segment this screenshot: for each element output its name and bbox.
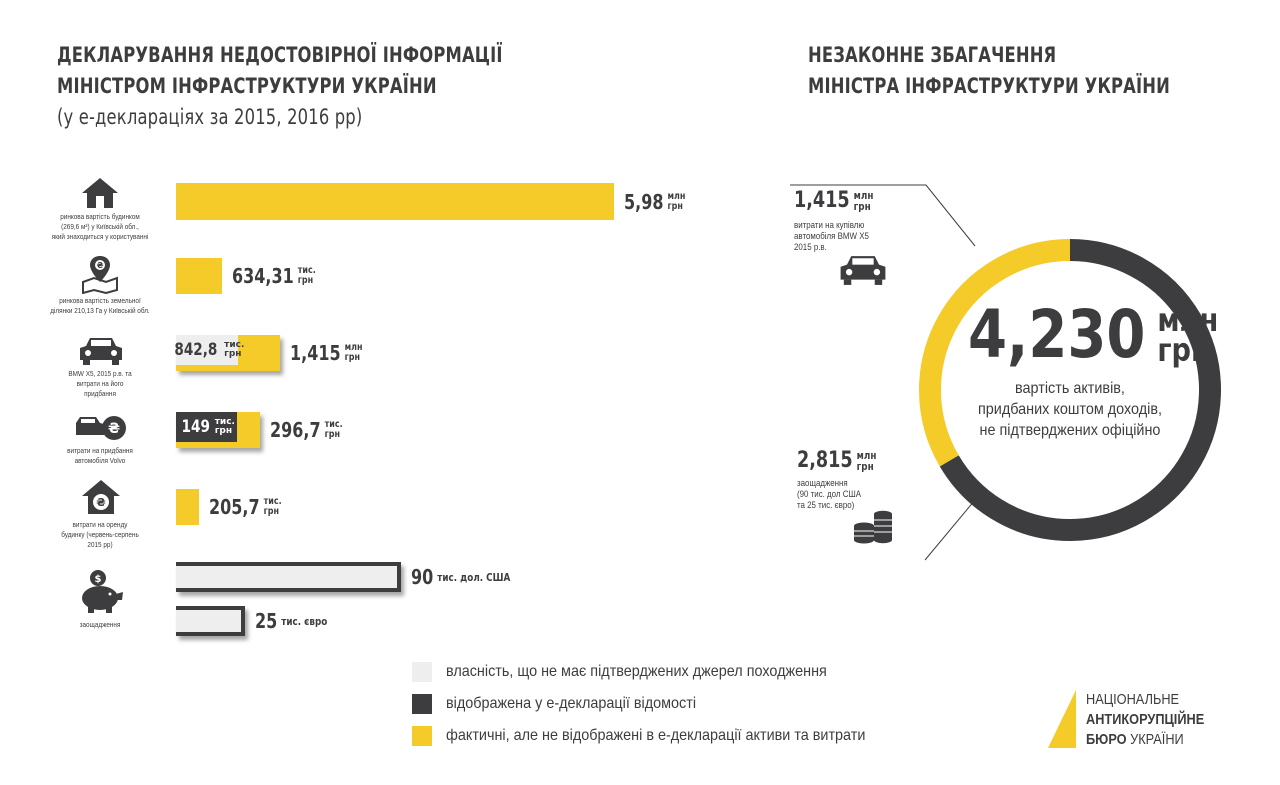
left-title-line-2: МІНІСТРОМ ІНФРАСТРУКТУРИ УКРАЇНИ: [57, 74, 437, 98]
left-title-line-1: ДЕКЛАРУВАННЯ НЕДОСТОВІРНОЇ ІНФОРМАЦІЇ: [57, 43, 503, 67]
value-label-volvo-unit: тис. грн: [324, 419, 343, 440]
nabu-logo-icon: [1046, 690, 1078, 750]
legend-label-3: фактичні, але не відображені в е-декларації активи та витрати: [446, 727, 866, 744]
value-label-rent-number: 205,7: [209, 495, 260, 519]
slice-value-car: 1,415: [794, 188, 850, 213]
bar-label-bmw-unconfirmed: 842,8 тис. грн: [174, 340, 245, 360]
category-label-volvo: витрати на придбання автомобіля Volvo: [67, 446, 133, 465]
category-label-bmw: BMW X5, 2015 р.в. та витрати на його придбання: [68, 369, 132, 398]
value-label-house-unit: млн грн: [667, 190, 686, 212]
legend-label-1: власність, що не має підтверджених джерел походження: [446, 663, 827, 680]
category-label-house: ринкова вартість будинком (269,6 м²) у Київській обл., який знаходиться у користуванні: [51, 212, 149, 241]
value-label-bmw-unit: млн грн: [344, 342, 363, 363]
value-label-savings_eur-number: 25: [254, 609, 278, 633]
donut-total-unit-1: млн: [1157, 301, 1219, 339]
value-label-rent-unit: тис. грн: [263, 496, 282, 517]
bar-label-volvo-declared: 149 тис. грн: [181, 417, 235, 437]
value-label-savings_eur-unit: тис. євро: [281, 614, 328, 628]
donut-center-text: вартість активів, придбаних коштом доходів, не підтверджених офіційно: [978, 380, 1162, 439]
slice-label-savings: 2,815 млн грн: [797, 448, 877, 473]
value-label-bmw-number: 1,415: [289, 341, 341, 365]
value-label-land-number: 634,31: [232, 264, 295, 288]
value-label-savings_usd-number: 90: [411, 565, 434, 589]
car-icon: [838, 254, 888, 286]
value-label-volvo-number: 296,7: [269, 418, 321, 442]
coins-icon: [852, 506, 894, 544]
value-label-land-unit: тис. грн: [298, 265, 317, 286]
value-label-house-number: 5,98: [624, 189, 664, 214]
donut-total-value: 4,230: [968, 296, 1146, 373]
slice-desc-car: витрати на купівлю автомобіля BMW X5 2015 р.в.: [794, 220, 869, 252]
right-title-line-1: НЕЗАКОННЕ ЗБАГАЧЕННЯ: [808, 43, 1057, 67]
legend-label-2: відображена у е-декларації відомості: [446, 695, 697, 712]
svg-text:₴: ₴: [96, 496, 106, 509]
slice-value-savings: 2,815: [797, 448, 853, 473]
svg-text:$: $: [94, 574, 102, 585]
category-label-savings: заощадження: [79, 620, 121, 629]
category-label-rent: витрати на оренду будинку (червень-серпень 2015 рр): [61, 520, 139, 549]
slice-desc-savings: заощадження (90 тис. дол США та 25 тис. євро): [797, 478, 862, 510]
right-title-line-2: МІНІСТРА ІНФРАСТРУКТУРИ УКРАЇНИ: [808, 74, 1170, 98]
donut-total-unit-2: грн: [1157, 331, 1210, 369]
slice-label-car: 1,415 млн грн: [794, 188, 874, 213]
annotation-line-savings: [925, 500, 975, 560]
svg-text:₴: ₴: [96, 261, 104, 270]
category-label-land: ринкова вартість земельної ділянки 210,13 Га у Київській обл.: [50, 296, 150, 315]
value-label-savings_usd-unit: тис. дол. США: [437, 570, 511, 584]
left-title-line-3: (у е-декларацiях за 2015, 2016 рр): [57, 105, 363, 129]
nabu-logo-text: НАЦІОНАЛЬНЕ АНТИКОРУПЦІЙНЕ БЮРО УКРАЇНИ: [1086, 691, 1205, 748]
svg-text:₴: ₴: [107, 421, 121, 437]
